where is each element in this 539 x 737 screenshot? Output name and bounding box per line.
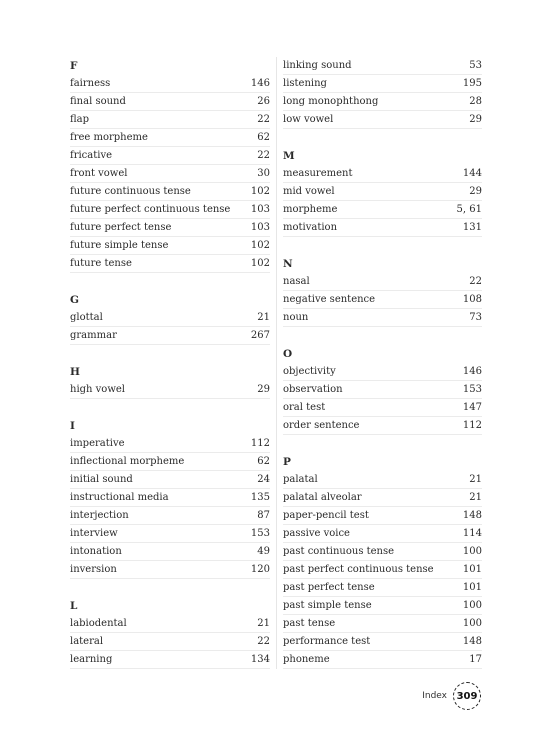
index-page-ref: 22 [257,150,270,161]
index-entry [283,651,482,669]
page-number-badge [453,682,481,710]
index-term: grammar [70,330,117,341]
column-divider [276,57,277,669]
index-entry [70,543,270,561]
index-page-ref: 102 [250,258,270,269]
index-entry [283,471,482,489]
index-term: long monophthong [283,96,379,107]
index-term: oral test [283,402,326,413]
index-term: learning [70,654,113,665]
index-page-ref: 148 [462,510,482,521]
index-term: instructional media [70,492,169,503]
index-term: performance test [283,636,371,647]
index-term: interview [70,528,118,539]
section-gap [70,273,270,291]
index-term: passive voice [283,528,350,539]
index-page-ref: 22 [257,636,270,647]
index-entry [70,615,270,633]
index-entry [70,435,270,453]
index-page-ref: 100 [462,618,482,629]
index-page-ref: 120 [250,564,270,575]
index-term: palatal [283,474,318,485]
index-entry [283,525,482,543]
index-term: linking sound [283,60,352,71]
index-page-ref: 102 [250,240,270,251]
index-term: past perfect continuous tense [283,564,434,575]
index-term: noun [283,312,309,323]
index-term: past continuous tense [283,546,395,557]
index-entry [283,165,482,183]
index-term: future continuous tense [70,186,191,197]
index-entry [283,309,482,327]
index-page-ref: 153 [250,528,270,539]
index-entry [70,561,270,579]
index-page-ref: 147 [462,402,482,413]
index-term: initial sound [70,474,133,485]
index-term: interjection [70,510,129,521]
index-term: labiodental [70,618,127,629]
index-entry [283,561,482,579]
index-term: future perfect tense [70,222,172,233]
index-entry [70,255,270,273]
index-term: nasal [283,276,310,287]
index-entry [70,471,270,489]
index-term: measurement [283,168,353,179]
index-page-ref: 73 [469,312,482,323]
index-page-ref: 5, 61 [456,204,482,215]
index-page-ref: 21 [469,474,482,485]
index-entry [283,597,482,615]
index-page-ref: 101 [462,582,482,593]
section-gap [283,129,482,147]
index-page-ref: 29 [469,114,482,125]
section-gap [70,579,270,597]
index-page-ref: 131 [462,222,482,233]
index-entry [70,75,270,93]
index-entry [70,219,270,237]
index-term: future tense [70,258,132,269]
index-page-ref: 21 [257,312,270,323]
index-page-ref: 29 [469,186,482,197]
index-page-ref: 22 [257,114,270,125]
index-page-ref: 135 [250,492,270,503]
index-letter-heading: H [70,366,80,378]
index-entry [283,57,482,75]
index-entry [283,417,482,435]
index-term: order sentence [283,420,360,431]
index-page-ref: 100 [462,600,482,611]
index-entry [70,381,270,399]
index-entry [70,147,270,165]
index-page-ref: 62 [257,456,270,467]
index-entry [70,183,270,201]
index-term: inversion [70,564,117,575]
index-term: future simple tense [70,240,169,251]
index-term: intonation [70,546,122,557]
index-entry [70,93,270,111]
index-letter-heading: G [70,294,79,306]
index-entry [283,201,482,219]
index-letter-heading: O [283,348,293,360]
index-entry [283,273,482,291]
footer-label: Index [422,691,447,701]
index-entry [283,363,482,381]
index-page-ref: 49 [257,546,270,557]
index-letter-heading: I [70,420,75,432]
index-entry [70,165,270,183]
index-term: free morpheme [70,132,148,143]
index-page-ref: 144 [462,168,482,179]
index-letter-heading: M [283,150,295,162]
index-entry [70,237,270,255]
index-page-ref: 108 [462,294,482,305]
index-term: morpheme [283,204,338,215]
index-entry [70,633,270,651]
index-entry [70,129,270,147]
index-term: fricative [70,150,113,161]
index-entry [70,309,270,327]
index-entry [283,219,482,237]
index-term: high vowel [70,384,126,395]
index-page-ref: 103 [250,222,270,233]
index-term: inflectional morpheme [70,456,185,467]
index-entry [283,615,482,633]
section-gap [283,237,482,255]
index-entry [70,201,270,219]
index-term: listening [283,78,327,89]
index-page-ref: 62 [257,132,270,143]
index-page-ref: 17 [469,654,482,665]
index-entry [283,543,482,561]
index-page-ref: 103 [250,204,270,215]
index-term: imperative [70,438,125,449]
index-term: past tense [283,618,336,629]
index-page-ref: 114 [462,528,482,539]
index-entry [70,525,270,543]
index-page-ref: 153 [462,384,482,395]
index-entry [70,489,270,507]
section-gap [70,345,270,363]
index-page-ref: 22 [469,276,482,287]
index-entry [283,111,482,129]
index-term: palatal alveolar [283,492,362,503]
index-entry [70,111,270,129]
index-term: flap [70,114,90,125]
index-page-ref: 26 [257,96,270,107]
index-term: paper-pencil test [283,510,369,521]
section-gap [283,435,482,453]
page-number: 309 [456,690,478,702]
index-letter-heading: N [283,258,293,270]
index-page-ref: 148 [462,636,482,647]
index-term: low vowel [283,114,334,125]
index-entry [70,453,270,471]
index-page-ref: 21 [257,618,270,629]
index-letter-heading: F [70,60,78,72]
index-page-ref: 134 [250,654,270,665]
index-page-ref: 24 [257,474,270,485]
index-page-ref: 102 [250,186,270,197]
index-column-right [283,57,482,669]
index-page-ref: 100 [462,546,482,557]
index-page-ref: 101 [462,564,482,575]
index-page-ref: 146 [250,78,270,89]
index-entry [283,399,482,417]
index-page-ref: 29 [257,384,270,395]
index-entry [283,489,482,507]
index-page-ref: 87 [257,510,270,521]
index-page-ref: 112 [250,438,270,449]
index-term: observation [283,384,343,395]
index-letter-heading: P [283,456,291,468]
index-entry [283,291,482,309]
index-letter-heading: L [70,600,78,612]
index-entry [283,75,482,93]
page-footer [422,682,481,710]
index-entry [70,651,270,669]
index-page-ref: 30 [257,168,270,179]
index-term: front vowel [70,168,128,179]
index-page-ref: 195 [462,78,482,89]
index-term: negative sentence [283,294,376,305]
index-entry [283,381,482,399]
index-entry [283,93,482,111]
index-entry [70,507,270,525]
index-term: mid vowel [283,186,335,197]
section-gap [283,327,482,345]
index-page-ref: 28 [469,96,482,107]
index-term: future perfect continuous tense [70,204,231,215]
index-entry [70,327,270,345]
index-entry [283,633,482,651]
index-column-left [70,57,270,669]
index-page-ref: 146 [462,366,482,377]
index-entry [283,507,482,525]
index-term: lateral [70,636,104,647]
index-term: fairness [70,78,111,89]
index-term: motivation [283,222,338,233]
index-entry [283,579,482,597]
index-term: phoneme [283,654,330,665]
index-term: final sound [70,96,126,107]
section-gap [70,399,270,417]
index-term: glottal [70,312,103,323]
index-term: past simple tense [283,600,372,611]
index-page-ref: 267 [250,330,270,341]
index-page-ref: 53 [469,60,482,71]
index-term: objectivity [283,366,336,377]
index-page-ref: 112 [462,420,482,431]
index-page-ref: 21 [469,492,482,503]
index-term: past perfect tense [283,582,375,593]
index-entry [283,183,482,201]
